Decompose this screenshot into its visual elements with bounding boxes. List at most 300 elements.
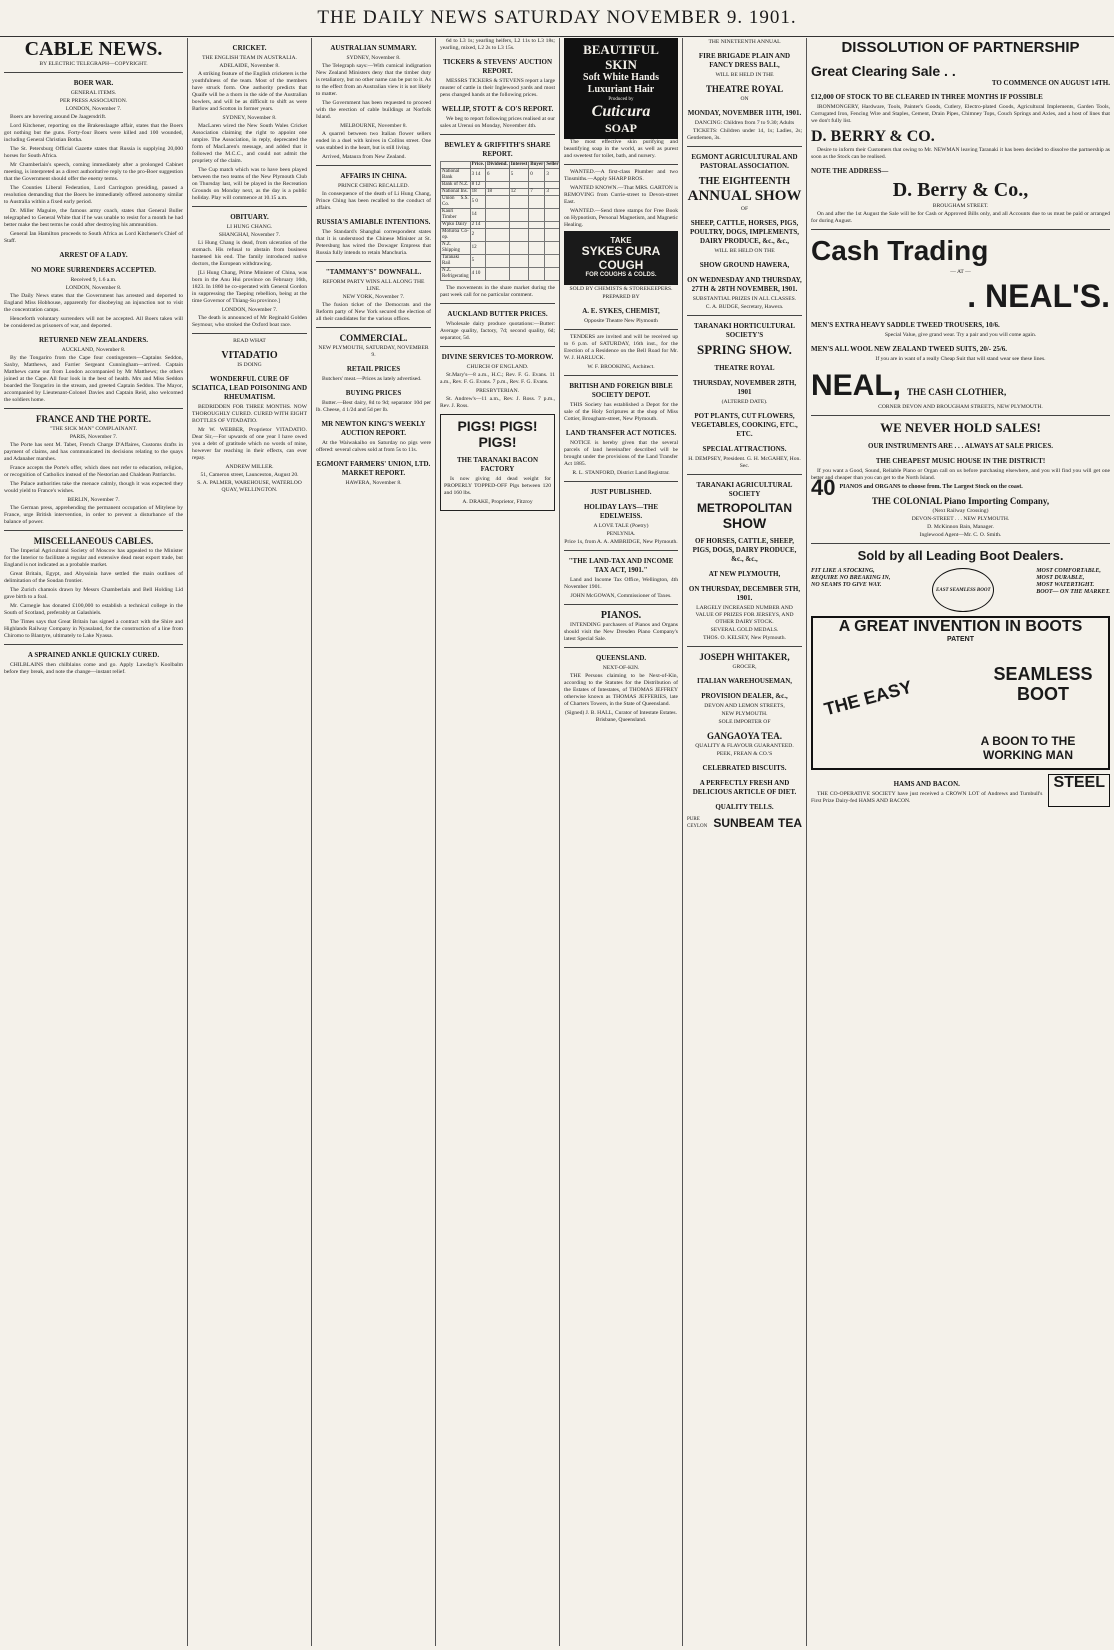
table-cell xyxy=(545,182,560,189)
paragraph: If you want a Good, Sound, Reliable Piano or Organ call on us before purchasing elsewhere, and you will find you will get one better and cheaper than you can get to the North Island. xyxy=(811,468,1110,481)
paragraph: 6d to L3 1s; yearling heifers, L2 11s to L3 18s; yearling, mixed, L2 2s to L3 15s. xyxy=(440,38,555,51)
table-cell xyxy=(486,229,510,242)
tweed-sub: Special Value, give grand wear. Try a pair and you will come again. xyxy=(884,332,1037,338)
table-cell xyxy=(529,242,545,255)
brougham: BROUGHAM STREET. xyxy=(932,203,989,209)
paragraph: General Ian Hamilton proceeds to South Africa as Lord Kitchener's Chief of Staff. xyxy=(4,231,183,244)
dateline: NEW YORK, November 7. xyxy=(342,294,405,300)
table-cell xyxy=(509,255,529,268)
watertight: MOST WATERTIGHT. xyxy=(1036,582,1095,588)
no-seams: NO SEAMS TO GIVE WAY. xyxy=(811,582,882,588)
tammany-sub: REFORM PARTY WINS ALL ALONG THE LINE. xyxy=(322,279,425,292)
note-address: NOTE THE ADDRESS— xyxy=(811,167,889,175)
table-cell xyxy=(509,182,529,189)
paragraph: MESSRS TICKERS & STEVENS report a large muster of cattle in their Inglewood yards and most pens changed hands at the following prices. xyxy=(440,78,555,98)
dateline: BERLIN, November 7. xyxy=(67,497,120,503)
paragraph: A quarrel between two Italian flower sellers ended in a duel with knives in Collins street. One was stabbed in the heart, but is still living. xyxy=(316,131,431,151)
paragraph: A striking feature of the English cricketers is the youthfulness of the team. Most of the members have struck form. One authority predicts that Quaife will be a thorn in the side of the Australian bowlers, and will be as difficult to shift as were Barlow and Scotton in former years. xyxy=(192,71,307,112)
seamless-boot: SEAMLESS BOOT xyxy=(993,664,1093,704)
obituary-heading: OBITUARY. xyxy=(230,213,269,221)
share-col-header: Buyer xyxy=(530,162,544,167)
great-invention: A GREAT INVENTION IN BOOTS xyxy=(838,618,1083,635)
special: SPECIAL ATTRACTIONS. xyxy=(702,445,787,453)
paragraph: Arrived, Mataura from New Zealand. xyxy=(322,154,406,160)
church-heading: CHURCH OF ENGLAND. xyxy=(466,364,529,370)
table-row xyxy=(441,189,561,196)
table-row xyxy=(441,182,561,189)
press-assoc: PER PRESS ASSOCIATION. xyxy=(59,98,128,104)
paragraph: BEDRIDDEN FOR THREE MONTHS. NOW THOROUGHLY CURED. CURED WITH EIGHT BOTTLES OF VITADATIO. xyxy=(192,404,307,424)
table-cell: 2 14 xyxy=(470,222,485,229)
presby-heading: PRESBYTERIAN. xyxy=(475,388,520,394)
share-table xyxy=(440,161,560,281)
table-cell: 14 xyxy=(470,209,485,222)
share-col-header xyxy=(441,162,471,169)
devon: DEVON AND LEMON STREETS, xyxy=(704,703,785,709)
berry: D. BERRY & CO. xyxy=(811,128,935,145)
table-cell xyxy=(509,196,529,209)
newton-heading: MR NEWTON KING'S WEEKLY AUCTION REPORT. xyxy=(321,420,426,437)
table-row xyxy=(441,196,561,209)
table-cell xyxy=(509,268,529,281)
paragraph: The Standard's Shanghai correspondent states that it is understood the Chinese Minister at St. Petersburg has wired the Dowager Empress that Russia fully intends to retain Manchuria. xyxy=(316,229,431,256)
cricket-sub: THE ENGLISH TEAM IN AUSTRALIA. xyxy=(202,55,297,61)
sheep-list: SHEEP, CATTLE, HORSES, PIGS, POULTRY, DOGS, IMPLEMENTS, DAIRY PRODUCE, &c., &c., xyxy=(689,219,800,245)
show: SHOW xyxy=(722,515,767,531)
column-ads-2 xyxy=(683,38,807,1646)
table-cell: Union S.S. Co. xyxy=(442,196,469,207)
table-cell: N.Z. Refrigerating xyxy=(442,268,469,279)
paragraph: The Porte has sent M. Tabet, French Charge D'Affaires, Customs drafts in payment of claims, and has communicated its decisions relating to the quays and Adanaher marshes. xyxy=(4,442,183,462)
affairs-heading: AFFAIRS IN CHINA. xyxy=(340,172,407,180)
signature: ANDREW MILLER. xyxy=(225,464,274,470)
budge: C. A. BUDGE, Secretary, Hawera. xyxy=(705,304,784,310)
table-cell: 12 xyxy=(509,189,529,196)
devon-st: DEVON-STREET . . . NEW PLYMOUTH. xyxy=(911,516,1010,522)
at-new-plymouth: AT NEW PLYMOUTH, xyxy=(708,570,781,578)
column-cable-news xyxy=(0,38,188,1646)
whitaker: JOSEPH WHITAKER, xyxy=(699,652,790,662)
inglewood: Inglewood Agent—Mr. C. O. Smith. xyxy=(919,532,1002,538)
share-col-header: Interest xyxy=(510,162,528,167)
tammany-heading: "TAMMANY'S" DOWNFALL. xyxy=(325,268,422,276)
paragraph: The most effective skin purifying and beautifying soap in the world, as well as purest and sweetest for toilet, bath, and nursery. xyxy=(564,139,678,159)
table-cell xyxy=(529,209,545,222)
take: TAKE xyxy=(610,236,632,245)
for-coughs: FOR COUGHS & COLDS. xyxy=(585,272,657,278)
paragraph: The Telegraph says:—With cumical indignation New Zealand Ministers deny that the timber duty is retaliatory, but no other name can be put to it. As to the effect from an Australian view it is not likely to matter. xyxy=(316,63,431,97)
fire-brigade: FIRE BRIGADE PLAIN AND FANCY DRESS BALL, xyxy=(698,52,791,69)
table-row xyxy=(441,169,561,182)
wellip-heading: WELLIP, STOTT & CO'S REPORT. xyxy=(441,105,554,113)
dateline: LONDON, November 8. xyxy=(65,285,122,291)
boon: A BOON TO THE WORKING MAN xyxy=(980,734,1076,762)
paragraph: The Cup match which was to have been played between the two teams of the New Plymouth Club on Thursday last, will be played in the Recreation Grounds on Monday next, as the day is a public holiday. Play will commence at 10.15 a.m. xyxy=(192,167,307,201)
drake: A. DRAKE, Proprietor, Fitzroy xyxy=(462,499,533,505)
prepared: PREPARED BY xyxy=(602,294,640,300)
paragraph: St. Andrew's—11 a.m., Rev. J. Ross. 7 p.m., Rev. J. Ross. xyxy=(440,396,555,409)
table-cell: 5 xyxy=(470,255,485,268)
dateline: LONDON, November 7. xyxy=(65,106,122,112)
show-of: OF HORSES, CATTLE, SHEEP, PIGS, DOGS, DAIRY PRODUCE, &c., &c., xyxy=(692,537,797,563)
kelsey: THOS. O. KELSEY, New Plymouth. xyxy=(703,635,786,641)
table-cell xyxy=(545,268,560,281)
bible-heading: BRITISH AND FOREIGN BIBLE SOCIETY DEPOT. xyxy=(569,382,673,399)
divine-heading: DIVINE SERVICES TO-MORROW. xyxy=(441,353,554,361)
table-cell xyxy=(529,196,545,209)
metropolitan: METROPOLITAN xyxy=(696,501,793,515)
masthead: THE DAILY NEWS SATURDAY NOVEMBER 9. 1901. xyxy=(0,0,1114,37)
obituary-sub: LI HUNG CHANG. xyxy=(226,224,273,230)
fit-like: FIT LIKE A STOCKING, xyxy=(811,568,875,574)
table-cell: 3 xyxy=(545,169,560,182)
never-hold: WE NEVER HOLD SALES! xyxy=(880,420,1041,435)
love-tale: A LOVE TALE (Poetry) xyxy=(593,523,649,529)
show-date: ON WEDNESDAY AND THURSDAY, 27TH & 28TH NOVEMBER, 1901. xyxy=(687,276,802,293)
paragraph: THE Persons claiming to be Next-of-Kin, according to the Statutes for the Distribution of the Estates of Intestates, of THOMAS JEFFREY otherwise known as THOMAS JEFFERIES, late of Charters Towers, in the State of Queensland. xyxy=(564,673,678,707)
table-cell: 18 xyxy=(486,189,510,196)
table-row xyxy=(441,268,561,281)
theatre-royal-2: THEATRE ROYAL xyxy=(714,364,775,372)
dateline: SYDNEY, November 8. xyxy=(222,115,277,121)
importer: SOLE IMPORTER OF xyxy=(718,719,771,725)
table-row xyxy=(441,242,561,255)
corner: CORNER DEVON AND BROUGHAM STREETS, NEW PLYMOUTH. xyxy=(878,404,1043,410)
paragraph: Mr W. WEBBER, Proprietor VITADATIO. Dear Sir,—For upwards of one year I have owed you a debt of gratitude which no words of mine, however far reaching in their effects, can ever repay. xyxy=(192,427,307,461)
table-cell: Bank of N.Z. xyxy=(442,182,469,187)
vitadatio-title: VITADATIO xyxy=(221,350,278,361)
table-cell xyxy=(529,268,545,281)
paragraph: Is now giving 4d dead weight for PROPERLY TOPPED-OFF Pigs between 120 and 160 lbs. xyxy=(444,476,551,496)
is-doing: IS DOING xyxy=(237,362,262,368)
agent: S. A. PALMER, WAREHOUSE, WATERLOO QUAY, WELLINGTON. xyxy=(197,480,302,493)
paragraph: Mr. Carnegie has donated £100,000 to establish a technical college in the South of Scotland, preferably at Galashiels. xyxy=(4,603,183,616)
provision: PROVISION DEALER, &c., xyxy=(701,692,788,700)
sold: SOLD BY CHEMISTS & STOREKEEPERS. xyxy=(569,286,673,292)
buying-heading: BUYING PRICES xyxy=(345,389,402,397)
durable: MOST DURABLE, xyxy=(1036,575,1085,581)
luxuriant: Luxuriant Hair xyxy=(587,84,655,95)
quality-tells: QUALITY TELLS. xyxy=(715,803,774,811)
paragraph: Li Hung Chang is dead, from ulceration of the stomach. His refusal to abstain from business hastened his end. The family introduced native doctors, the European withdrawing. xyxy=(192,240,307,267)
paragraph: St.Mary's—8 a.m., H.C.; Rev. F. G. Evans. 11 a.m., Rev. F. G. Evans. 7 p.m., Rev. F. G. Evans. xyxy=(440,372,555,385)
dempsey: H. DEMPSEY, President. G. H. McGAHEY, Hon. Sec. xyxy=(688,456,801,469)
boot-market: BOOT— ON THE MARKET. xyxy=(1036,589,1110,595)
dateline: SHANGHAI, November 7. xyxy=(218,232,281,238)
table-cell: 8 12 xyxy=(470,182,485,189)
paragraph: In consequence of the death of Li Hung Chang, Prince Ching has been recalled to the conduct of affairs. xyxy=(316,191,431,211)
comfortable: MOST COMFORTABLE, xyxy=(1036,568,1101,574)
paragraph: The fusion ticket of the Democrats and the Reform party of New York secured the election of all their candidates for the various offices. xyxy=(316,302,431,322)
show-ground: SHOW GROUND HAWERA, xyxy=(699,261,790,269)
boer-war-heading: BOER WAR. xyxy=(73,79,114,87)
december: ON THURSDAY, DECEMBER 5TH, 1901. xyxy=(688,585,801,602)
table-cell: Moturoa Co-op. xyxy=(442,229,469,240)
table-cell xyxy=(545,222,560,229)
several: SEVERAL GOLD MEDALS. xyxy=(710,627,779,633)
paragraph: TICKETS: Children under 14, 1s; Ladies, 2s; Gentlemen, 3s. xyxy=(687,128,802,141)
table-cell: 3 xyxy=(545,189,560,196)
sykes-ad xyxy=(564,231,678,285)
table-cell xyxy=(486,222,510,229)
dateline: AUCKLAND, November 8. xyxy=(61,347,126,353)
dateline: ADELAIDE, November 8. xyxy=(219,63,280,69)
paragraph: The Times says that Great Britain has signed a contract with the Shire and Highlands Railway Company in Nyasaland, for the construction of a line from Chiromo to Blantyre, ultimately to Lake Nyassa. xyxy=(4,619,183,639)
share-col-header: Price. xyxy=(471,162,485,167)
boot-ad xyxy=(811,616,1110,770)
table-row xyxy=(441,209,561,222)
dateline: PARIS, November 7. xyxy=(69,434,118,440)
paragraph: Boers are hovering around De Jaagersdrift. xyxy=(10,114,107,120)
france-heading: FRANCE AND THE PORTE. xyxy=(35,414,152,424)
table-cell: 2 xyxy=(470,229,485,242)
dateline: HAWERA, November 8. xyxy=(345,480,402,486)
queensland-heading: QUEENSLAND. xyxy=(595,654,647,662)
thursday: THURSDAY, NOVEMBER 28TH, 1901 xyxy=(692,379,797,396)
table-cell xyxy=(486,196,510,209)
horticultural: TARANAKI HORTICULTURAL SOCIETY'S xyxy=(693,322,796,339)
paragraph: Dr. Miller Maguire, the famous army coach, states that General Buller telegraphed to General White that if he was unable to resist for a month he had better make the best terms he could after destroying his ammunition. xyxy=(4,208,183,228)
forty: 40 xyxy=(811,475,836,500)
of: OF xyxy=(740,206,749,212)
land-tax-heading: "THE LAND-TAX AND INCOME TAX ACT, 1901." xyxy=(568,557,674,574)
sold-by: Sold by all Leading Boot Dealers. xyxy=(857,548,1064,563)
table-cell: 3 14 xyxy=(470,169,485,182)
bewley-heading: BEWLEY & GRIFFITH'S SHARE REPORT. xyxy=(444,141,551,158)
paragraph: WANTED.—Send three stamps for Free Book on Hypnotism, Personal Magnetism, and Magnetic Healing. xyxy=(564,208,678,228)
will-held: WILL BE HELD ON THE xyxy=(714,248,775,254)
agricultural-society: TARANAKI AGRICULTURAL SOCIETY xyxy=(696,481,793,498)
next-of-kin: NEXT-OF-KIN. xyxy=(602,665,640,671)
table-cell: 0 xyxy=(529,169,545,182)
paragraph: By the Tongariro from the Cape four contingenters—Captains Seddon, Saxby, Matthews, and Farrier Sergeant Cunningham—arrived. Captain Matthews came out from London accompanied by Mr Matthews; the others joined at the Cape. All four look in the best of health. Mrs and Miss Seddon boarded the Tongariro in the stream, and greeted Captain Seddon. The Mayor, accompanied by Lieutenant-Colonel Davies and Captain Reid, also welcomed the soldiers home. xyxy=(4,355,183,403)
paragraph: The Daily News states that the Government has arrested and deported to England Miss Hobhouse, apparently for disobeying an injunction not to visit the concentration camps. xyxy=(4,293,183,313)
ankle-heading: A SPRAINED ANKLE QUICKLY CURED. xyxy=(27,651,160,659)
table-cell xyxy=(486,268,510,281)
dateline: LONDON, November 7. xyxy=(221,307,278,313)
table-cell: 6 xyxy=(486,169,510,182)
quality: QUALITY & FLAVOUR GUARANTEED. xyxy=(695,743,794,749)
cricket-heading: CRICKET. xyxy=(232,44,267,52)
pianos-heading: PIANOS. xyxy=(600,610,642,621)
tickers-heading: TICKERS & STEVENS' AUCTION REPORT. xyxy=(442,58,553,75)
pure-ceylon: PURE CEYLON xyxy=(687,817,708,829)
paragraph: On and after the 1st August the Sale will be for Cash or Approved Bills only, and all Accounts due to us must be paid or arranged for during August. xyxy=(811,211,1110,224)
cuticura: Cuticura xyxy=(591,103,651,120)
colonial: THE COLONIAL Piano Importing Company, xyxy=(871,496,1050,506)
commence: TO COMMENCE ON AUGUST 14TH. xyxy=(991,79,1110,87)
penlynia: PENLYNIA. xyxy=(606,531,636,537)
soft-hands: Soft White Hands xyxy=(583,72,659,83)
paragraph: MacLaren wired the New South Wales Cricket Association claiming the right to appoint one umpire. The Association, in reply, deprecated the form of MacLaren's message, and added that it followed the M.C.C., and could not admit the propriety of the claim. xyxy=(192,123,307,164)
railway: (Next Railway Crossing) xyxy=(932,508,989,514)
table-cell: 4 10 xyxy=(470,268,485,281)
clothier: THE CASH CLOTHIER, xyxy=(907,387,1007,397)
peek: PEEK, FREAN & CO.'S xyxy=(716,751,773,757)
beautiful-skin: BEAUTIFUL SKIN xyxy=(583,42,659,72)
read-what: READ WHAT xyxy=(233,338,266,344)
paragraph: THE CO-OPERATIVE SOCIETY have just received a CROWN LOT of Andrews and Turnbull's First Prize Dairy-fed HAMS AND BACON. xyxy=(811,791,1043,804)
mcgowan: JOHN McGOWAN, Commissioner of Taxes. xyxy=(570,593,672,599)
np: NEW PLYMOUTH. xyxy=(721,711,768,717)
table-cell: 18 xyxy=(470,189,485,196)
column-australian-summary xyxy=(312,38,436,1646)
paragraph: TENDERS are invited and will be received up to 6 p.m. of SATURDAY, 16th inst., for the Erection of a Residence on the Bell Road for Mr. W. J. HARLUCK. xyxy=(564,334,678,361)
share-col-header: Seller xyxy=(546,162,559,167)
egmont-heading: EGMONT FARMERS' UNION, LTD. MARKET REPORT. xyxy=(316,460,431,477)
table-cell xyxy=(545,255,560,268)
land-transfer-heading: LAND TRANSFER ACT NOTICES. xyxy=(565,429,677,437)
the-easy: THE EASY xyxy=(821,676,915,720)
steel: STEEL xyxy=(1048,774,1110,807)
paragraph: IRONMONGERY, Hardware, Tools, Painter's Goods, Cutlery, Electro-plated Goods, Agricultural Implements, Garden Tools, Corrugated Iron, Fencing Wire and Staples, Cement, Drain Pipes, Chimney Tops, Couch Springs and Axles, and a host of lines that we don't fully list. xyxy=(811,104,1110,124)
table-cell: National Ins. xyxy=(441,189,471,196)
italian: ITALIAN WAREHOUSEMAN, xyxy=(696,677,793,685)
neal: NEAL, xyxy=(811,369,901,402)
paragraph: The Government has been requested to proceed with the erection of cable buildings at Norfolk Island. xyxy=(316,100,431,120)
altered: (ALTERED DATE). xyxy=(721,399,768,405)
paragraph: The movements in the share market during the past week call for no particular comment. xyxy=(440,285,555,298)
table-row xyxy=(441,229,561,242)
table-cell: 5 0 xyxy=(470,196,485,209)
at: — AT — xyxy=(950,269,971,275)
paragraph: The Zurich chamois drawn by Messrs Chamberlain and Bell Holding Lid gave birth to a foal. xyxy=(4,587,183,600)
dateline: MELBOURNE, November 8. xyxy=(340,123,407,129)
cuticura-ad xyxy=(564,38,678,139)
dissolution: DISSOLUTION OF PARTNERSHIP xyxy=(841,39,1080,56)
paragraph: At the Waiwakaiho on Saturday no pigs were offered: several calves sold at from 5s to 11s. xyxy=(316,440,431,453)
paragraph: The German press, apprehending the permanent occupation of Mitylene by France, urge British intervention, in order to prevent a disturbance of the balance of power. xyxy=(4,505,183,525)
pianos-organs: PIANOS and ORGANS to choose from. The Largest Stock on the coast. xyxy=(839,484,1023,490)
no-more-heading: NO MORE SURRENDERS ACCEPTED. xyxy=(31,266,156,274)
holiday-lays: HOLIDAY LAYS—THE EDELWEISS. xyxy=(583,503,659,520)
paragraph: Henceforth voluntary surrenders will not be accepted. All Boers taken will be considered as prisoners of war, and deported. xyxy=(4,316,183,329)
table-row xyxy=(441,255,561,268)
require: REQUIRE NO BREAKING IN, xyxy=(811,575,891,581)
dateline: NEW PLYMOUTH, SATURDAY, NOVEMBER 9. xyxy=(318,345,429,358)
bacon-heading: THE TARANAKI BACON FACTORY xyxy=(456,456,539,473)
table-cell xyxy=(486,255,510,268)
suits-sub: If you are in want of a really Cheap Suit that will stand wear see these lines. xyxy=(875,356,1046,362)
paragraph: Land and Income Tax Office, Wellington, 4th November 1901. xyxy=(564,577,678,590)
commercial-heading: COMMERCIAL. xyxy=(339,333,408,343)
table-cell xyxy=(486,242,510,255)
column-ads-3 xyxy=(807,38,1114,1646)
column-cricket xyxy=(188,38,312,1646)
table-cell xyxy=(509,222,529,229)
price: Price 1s, from A. A. AMBRIDGE, New Plymouth. xyxy=(564,539,678,545)
table-cell: Kauri Timber xyxy=(441,209,471,222)
table-cell: National Bank xyxy=(441,169,471,182)
paragraph: We beg to report following prices realised at our sales at Urenui on Monday, November 4th. xyxy=(440,116,555,129)
table-cell xyxy=(529,255,545,268)
table-cell xyxy=(529,229,545,242)
table-cell xyxy=(545,229,560,242)
suits: MEN'S ALL WOOL NEW ZEALAND TWEED SUITS, 20/- 25/6. xyxy=(811,345,1008,353)
paragraph: France accepts the Porte's offer, which does not refer to education, religion, or recognition of Catholics instead of the Nestorian and Chaldean Patriarchs. xyxy=(4,465,183,478)
column-markets xyxy=(436,38,560,1646)
table-cell xyxy=(509,242,529,255)
grocer: GROCER, xyxy=(732,664,757,670)
paragraph: The Palace authorities take the menace calmly, though it was expected they would yield to France's wishes. xyxy=(4,481,183,494)
cable-news-title: CABLE NEWS. xyxy=(24,38,163,60)
table-cell xyxy=(509,229,529,242)
dateline: SYDNEY, November 8. xyxy=(346,55,401,61)
paragraph: The death is announced of Mr Reginald Golden Seymour, who stroked the Oxford boat race. xyxy=(192,315,307,328)
russia-heading: RUSSIA'S AMIABLE INTENTIONS. xyxy=(316,218,431,226)
egmont-assoc: EGMONT AGRICULTURAL AND PASTORAL ASSOCIATION. xyxy=(691,153,798,170)
mckinnon: D. McKinnon Bain, Manager. xyxy=(927,524,994,530)
paragraph: Mr Chamberlain's speech, coming immediately after a prolonged Cabinet meeting, is interpreted as a direct authoritative reply to the pro-Boer suggestion that the Government should offer the enemy terms. xyxy=(4,162,183,182)
table-cell xyxy=(545,242,560,255)
prizes: SUBSTANTIAL PRIZES IN ALL CLASSES. xyxy=(692,296,797,302)
paragraph: Butchers' meat.—Prices as lately advertised. xyxy=(322,376,422,382)
ball-date: MONDAY, NOVEMBER 11TH, 1901. xyxy=(687,109,802,117)
berry-2: D. Berry & Co., xyxy=(892,179,1029,201)
clearing-sale: Great Clearing Sale . . xyxy=(811,63,956,79)
eighteenth: THE EIGHTEENTH xyxy=(698,176,791,187)
paragraph: NOTICE is hereby given that the several parcels of land hereinafter described will be brought under the provisions of the Land Transfer Act 1885. xyxy=(564,440,678,467)
will-be-held: WILL BE HELD IN THE xyxy=(715,72,774,78)
summary-heading: AUSTRALIAN SUMMARY. xyxy=(330,44,417,52)
pigs-heading: PIGS! PIGS! PIGS! xyxy=(457,418,538,450)
perfectly: A PERFECTLY FRESH AND DELICIOUS ARTICLE OF DIET. xyxy=(692,779,797,796)
produced: Produced by xyxy=(608,97,634,102)
paragraph: WANTED KNOWN.—That MRS. GARTON is REMOVING from Currie-street to Devon-street East. xyxy=(564,185,678,205)
largely: LARGELY INCREASED NUMBER AND VALUE OF PRIZES FOR JERSEYS, AND OTHER DAIRY STOCK. xyxy=(695,605,794,625)
just-published: JUST PUBLISHED. xyxy=(590,488,652,496)
misc-heading: MISCELLANEOUS CABLES. xyxy=(33,536,154,546)
hams-heading: HAMS AND BACON. xyxy=(893,780,960,788)
cash-trading: Cash Trading xyxy=(811,235,989,266)
patent: PATENT xyxy=(947,636,974,643)
paragraph: Butter.—Best dairy, 8d to 9d; separator 10d per lb. Cheese, 4 1/2d and 5d per lb. xyxy=(316,400,431,413)
curator: (Signed) J. B. HALL, Curator of Intestate Estates. Brisbane, Queensland. xyxy=(564,710,677,723)
sunbeam: SUNBEAM xyxy=(713,815,774,830)
gangaoya: GANGAOYA TEA. xyxy=(706,731,783,741)
spring-show: SPRING SHOW. xyxy=(697,342,792,357)
stanford: R. L. STANFORD, District Land Registrar. xyxy=(572,470,670,476)
table-cell: Wpko Dairy xyxy=(441,222,471,229)
returned-heading: RETURNED NEW ZEALANDERS. xyxy=(39,336,148,344)
cheapest: THE CHEAPEST MUSIC HOUSE IN THE DISTRICT! xyxy=(875,457,1046,465)
chemist: A. E. SYKES, CHEMIST, xyxy=(582,307,660,315)
architect: W. F. BROOKING, Architect. xyxy=(587,364,655,370)
seamless-seal: EAST SEAMLESS BOOT xyxy=(932,568,994,612)
paragraph: INTENDING purchasers of Pianos and Organs should visit the New Dresden Piano Company's latest Special Sale. xyxy=(564,622,678,642)
table-cell xyxy=(545,196,560,209)
table-cell xyxy=(486,209,510,222)
paragraph: [Li Hung Chang, Prime Minister of China, was born in the Anu Hui province on February 16th, 1823. In 1860 he co-operated with General Gordon in suppressing the Taeping rebellion, being at the time Governor of Thiang-Su province.] xyxy=(192,270,307,304)
table-cell: 12 xyxy=(470,242,485,255)
table-cell xyxy=(545,209,560,222)
tweed: MEN'S EXTRA HEAVY SADDLE TWEED TROUSERS, 10/6. xyxy=(811,321,1000,329)
table-cell: Taranaki Rail xyxy=(441,255,471,268)
paragraph: CHILBLAINS then chilblains come and go. Apply Lawday's Koolbalm before they break, and note the change—instant relief. xyxy=(4,662,183,675)
table-cell xyxy=(529,182,545,189)
nineteenth: THE NINETEENTH ANNUAL xyxy=(708,39,781,45)
plants: POT PLANTS, CUT FLOWERS, VEGETABLES, COOKING, ETC., ETC. xyxy=(691,412,798,438)
paragraph: THIS Society has established a Depot for the sale of the Holy Scriptures at the shop of Miss Cottier, Brougham-street, New Plymouth. xyxy=(564,402,678,422)
instruments: OUR INSTRUMENTS ARE . . . ALWAYS AT SALE PRICES. xyxy=(868,442,1053,450)
table-cell: 5 xyxy=(509,169,529,182)
celebrated: CELEBRATED BISCUITS. xyxy=(702,764,787,772)
paragraph: The Imperial Agricultural Society of Moscow has appealed to the Minister for the Interior to facilitate a regular and extensive dead meat export trade, but England is not indicated as a probable market. xyxy=(4,548,183,568)
butter-heading: AUCKLAND BUTTER PRICES. xyxy=(447,310,548,318)
table-cell xyxy=(486,182,510,189)
paragraph: Desire to inform their Customers that owing to Mr. NEWMAN leaving Taranaki it has been decided to dissolve the partnership as soon as the Stock can be realised. xyxy=(811,147,1110,160)
stock: £12,000 OF STOCK TO BE CLEARED IN THREE MONTHS IF POSSIBLE xyxy=(811,93,1043,101)
